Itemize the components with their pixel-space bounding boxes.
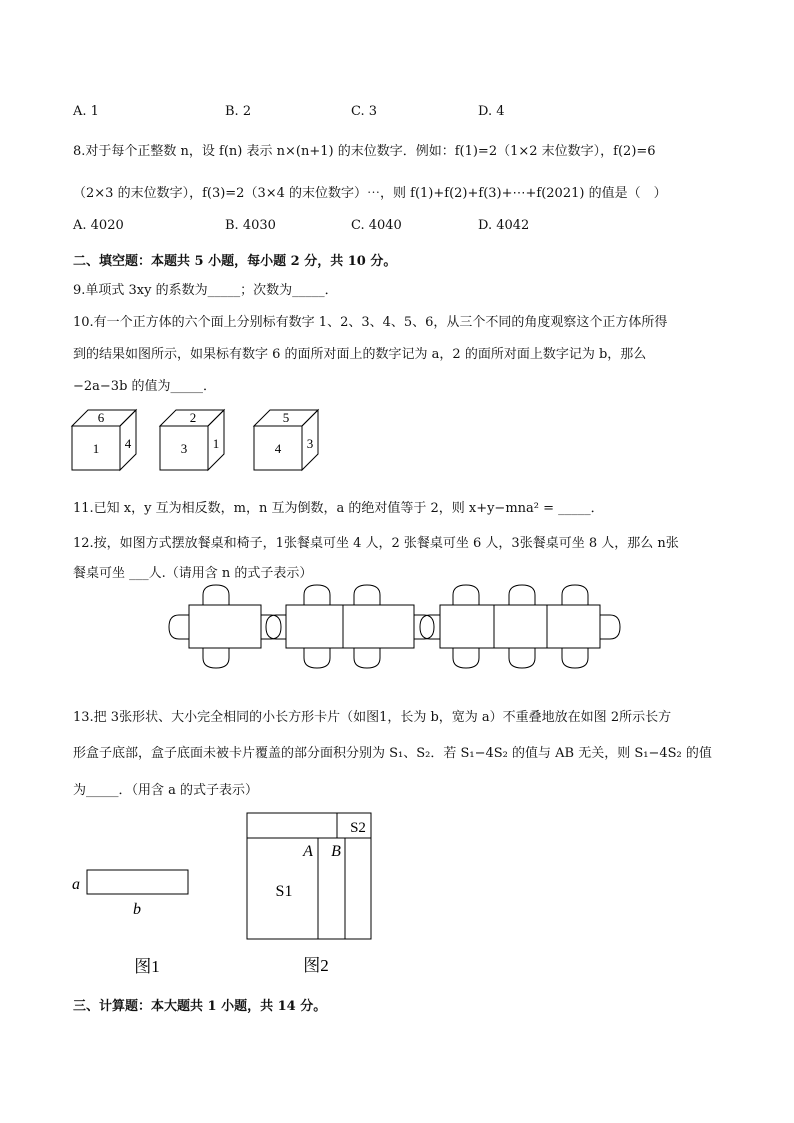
card-rectangle bbox=[87, 870, 188, 894]
cube-1-top: 6 bbox=[97, 410, 105, 425]
q8-line2: （2×3 的末位数字），f(3)=2（3×4 的末位数字）⋯，则 f(1)+f(2)+f(3)+⋯+f(2021) 的值是（ ） bbox=[73, 186, 667, 201]
q8-options bbox=[73, 218, 723, 236]
cube-2-side: 1 bbox=[212, 436, 220, 451]
table-group-2 bbox=[266, 585, 434, 668]
cube-1-front: 1 bbox=[92, 441, 100, 456]
fig2-label-a: A bbox=[303, 843, 313, 860]
cube-1 bbox=[72, 410, 136, 470]
section2-heading: 二、填空题：本题共 5 小题，每小题 2 分，共 10 分。 bbox=[73, 254, 397, 269]
q13-line3: 为_____．（用含 a 的式子表示） bbox=[73, 783, 259, 798]
q7-option-d: D. 4 bbox=[478, 104, 505, 119]
fig1-label-b: b bbox=[133, 901, 141, 918]
section3-heading: 三、计算题：本大题共 1 小题，共 14 分。 bbox=[73, 999, 327, 1014]
q8-option-d: D. 4042 bbox=[478, 218, 530, 233]
tables-figure bbox=[160, 580, 640, 672]
q7-options bbox=[73, 104, 723, 122]
fig2-label-s2: S2 bbox=[350, 820, 366, 836]
fig1-label-a: a bbox=[72, 876, 80, 893]
fig2-caption: 图2 bbox=[303, 956, 329, 975]
q13-line2: 形盒子底部，盒子底面未被卡片覆盖的部分面积分别为 S₁、S₂．若 S₁−4S₂ 的值与 AB 无关，则 S₁−4S₂ 的值 bbox=[73, 746, 712, 761]
cube-3-side: 3 bbox=[306, 436, 314, 451]
q7-option-b: B. 2 bbox=[225, 104, 252, 119]
q7-option-c: C. 3 bbox=[351, 104, 378, 119]
table-group-1 bbox=[169, 585, 281, 668]
q9-text: 9.单项式 3xy 的系数为_____；次数为_____． bbox=[73, 283, 338, 298]
q8-option-b: B. 4030 bbox=[225, 218, 276, 233]
cubes-figure bbox=[60, 402, 340, 480]
q13-line1: 13.把 3张形状、大小完全相同的小长方形卡片（如图1，长为 b，宽为 a）不重叠地放在如图 2所示长方 bbox=[73, 710, 672, 725]
q10-line3: −2a−3b 的值为_____． bbox=[73, 379, 217, 394]
cube-2 bbox=[160, 410, 224, 470]
cube-1-side: 4 bbox=[124, 436, 132, 451]
figure-2 bbox=[240, 806, 380, 980]
cube-3-top: 5 bbox=[282, 410, 290, 425]
cube-2-top: 2 bbox=[189, 410, 197, 425]
fig1-caption: 图1 bbox=[134, 957, 160, 976]
fig2-label-s1: S1 bbox=[275, 883, 293, 900]
q8-option-a: A. 4020 bbox=[73, 218, 124, 233]
q7-option-a: A. 1 bbox=[73, 104, 99, 119]
fig2-label-b: B bbox=[331, 843, 341, 860]
q10-line1: 10.有一个正方体的六个面上分别标有数字 1、2、3、4、5、6，从三个不同的角度观察这个正方体所得 bbox=[73, 315, 668, 330]
q12-line2: 餐桌可坐 ___人.（请用含 n 的式子表示） bbox=[73, 566, 313, 581]
cube-3 bbox=[254, 410, 318, 470]
cube-2-front: 3 bbox=[180, 441, 188, 456]
q12-line1: 12.按，如图方式摆放餐桌和椅子，1张餐桌可坐 4 人，2 张餐桌可坐 6 人，3张餐桌可坐 8 人，那么 n张 bbox=[73, 536, 679, 551]
q11-text: 11.已知 x，y 互为相反数，m，n 互为倒数，a 的绝对值等于 2，则 x+y−mna² = _____． bbox=[73, 501, 604, 516]
figure-1 bbox=[66, 860, 196, 980]
q8-line1: 8.对于每个正整数 n，设 f(n) 表示 n×(n+1) 的末位数字．例如：f(1)=2（1×2 末位数字），f(2)=6 bbox=[73, 144, 656, 159]
table-group-3 bbox=[420, 585, 620, 668]
cube-3-front: 4 bbox=[274, 441, 282, 456]
q8-option-c: C. 4040 bbox=[351, 218, 402, 233]
q10-line2: 到的结果如图所示，如果标有数字 6 的面所对面上的数字记为 a，2 的面所对面上数字记为 b，那么 bbox=[73, 347, 647, 362]
